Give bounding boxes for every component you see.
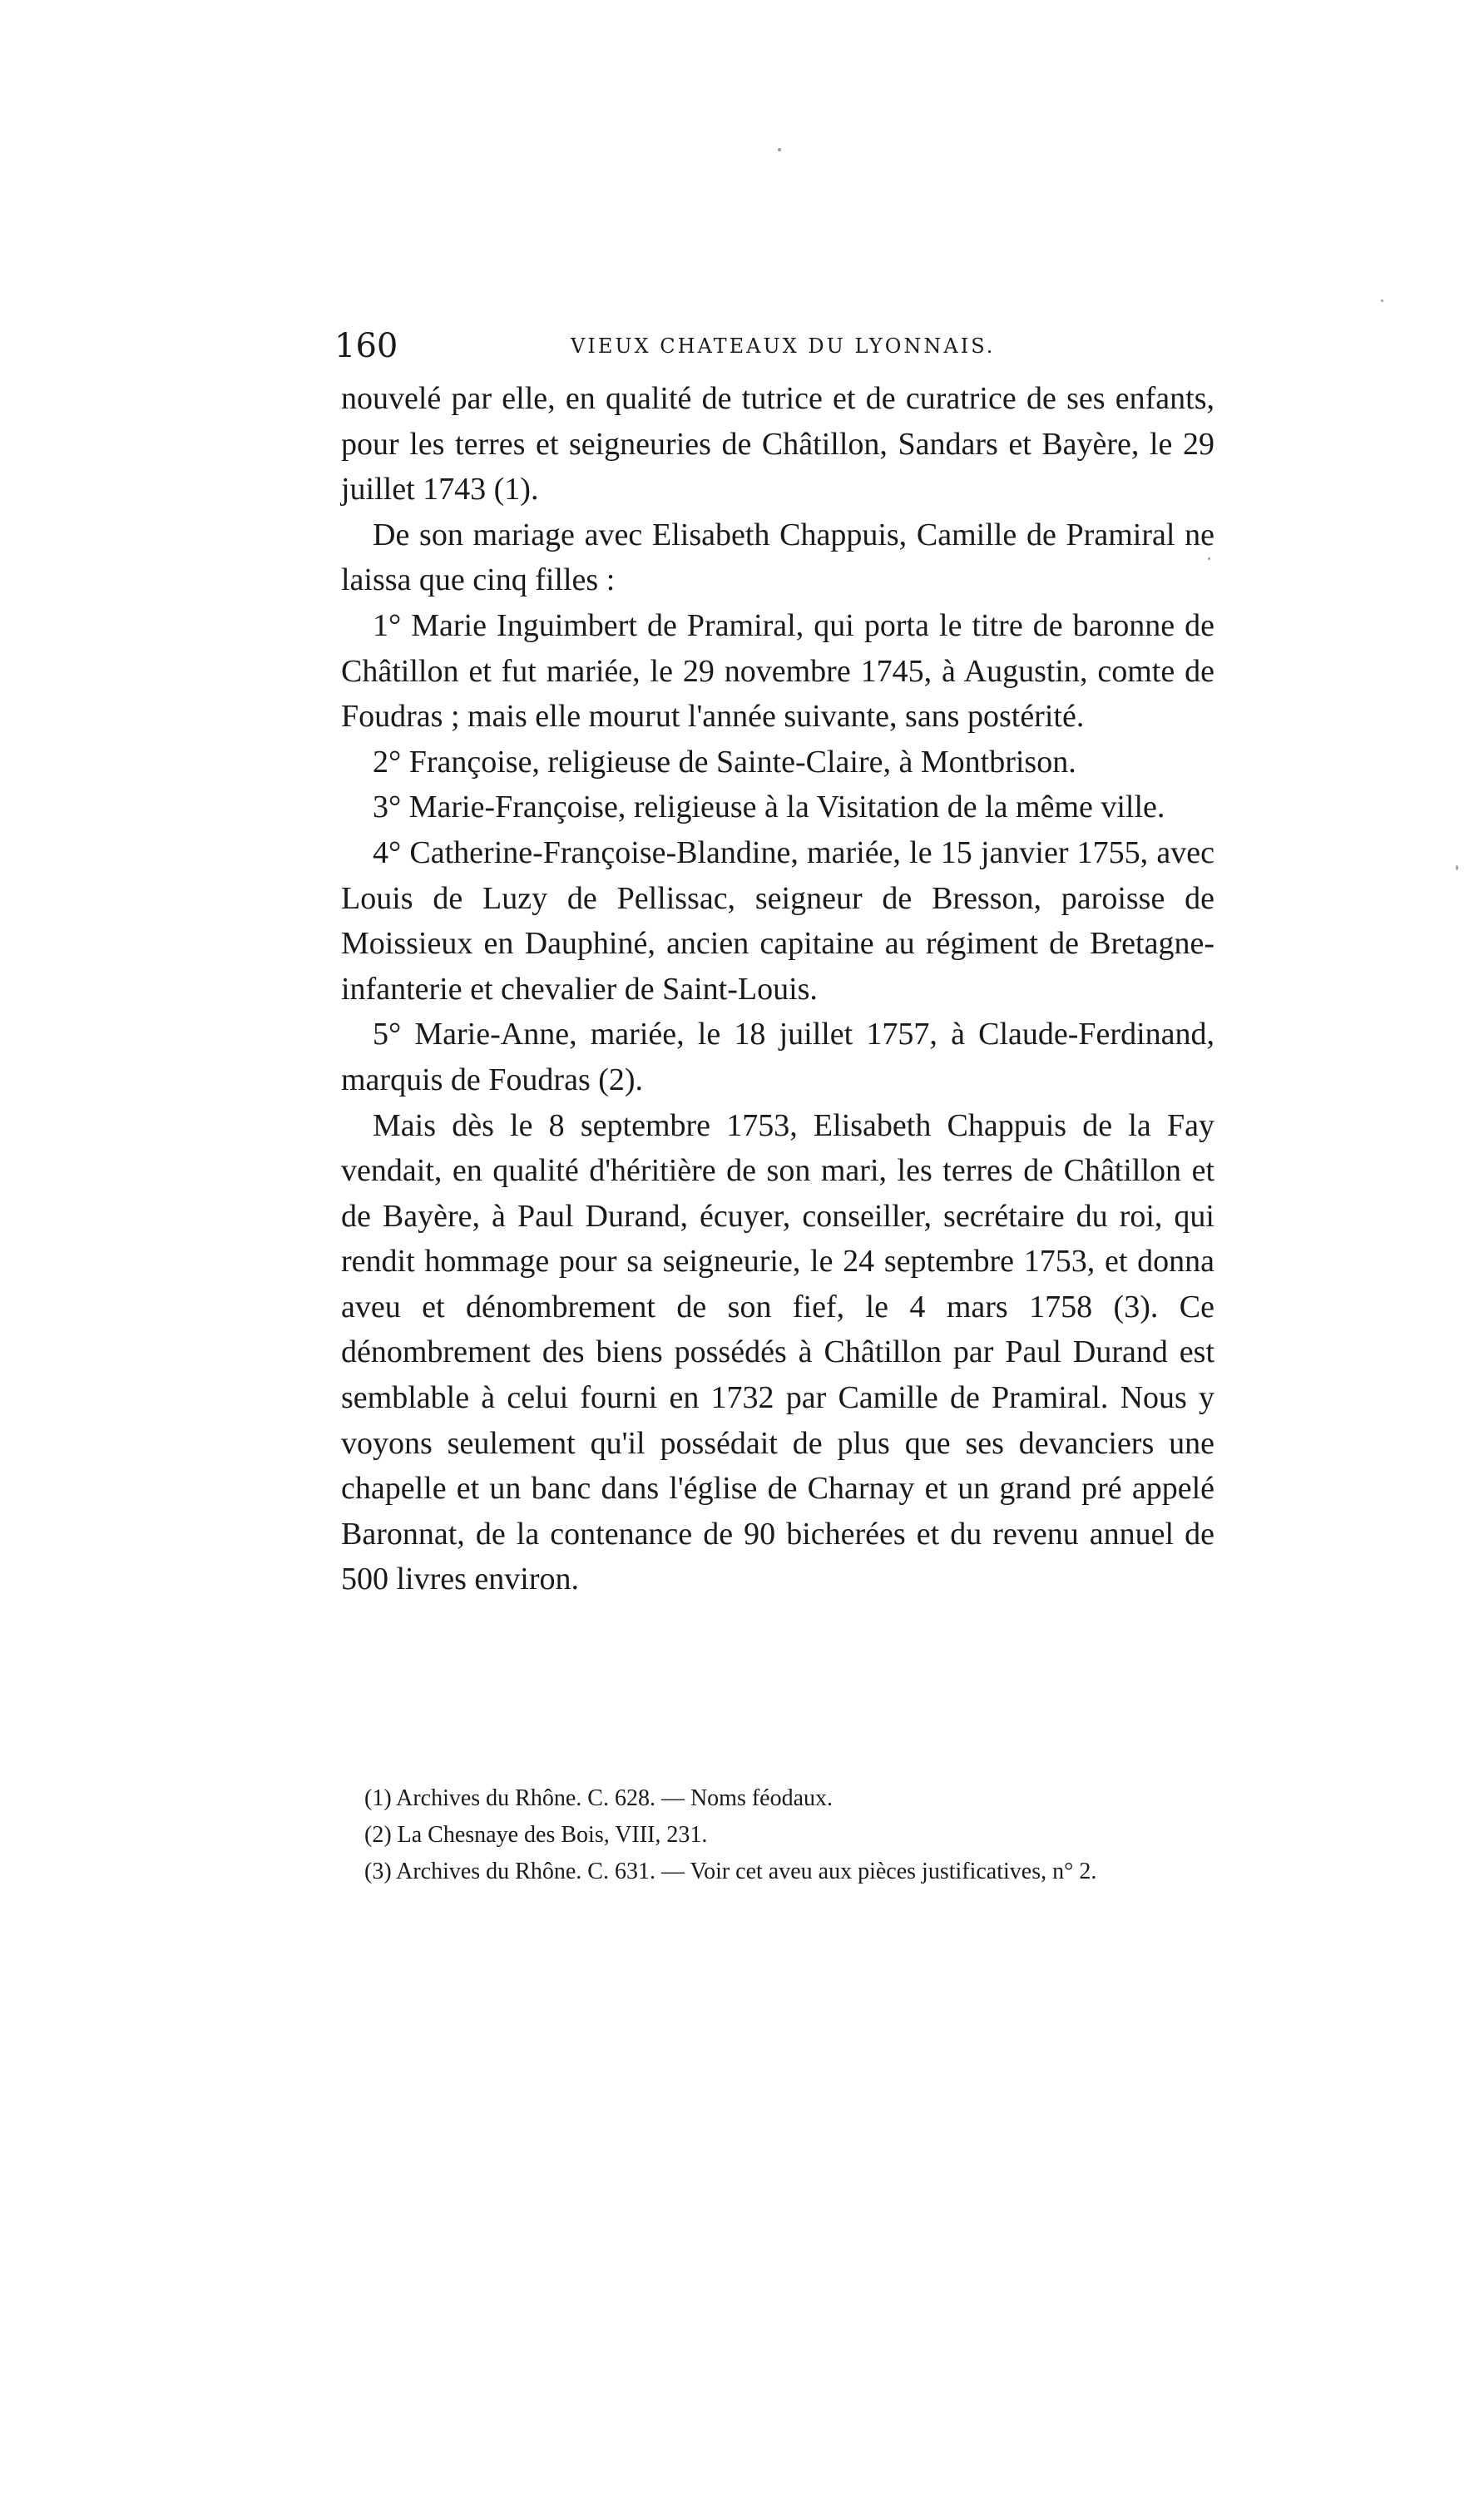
paragraph-sale: Mais dès le 8 septembre 1753, Elisabeth Chappuis de la Fay vendait, en qualité d'héritière de son mari, les terres de Châtillon et de Bayère, à Paul Durand, écuyer, conseiller, secrétaire du roi, qui rendit hommage pour sa seigneurie, le 24 septembre 1753, et donna aveu et dénombrement de son fief, le 4 mars 1758 (3). Ce dénombrement des biens possédés à Châtillon par Paul Durand est semblable à celui fourni en 1732 par Camille de Pramiral. Nous y voyons seulement qu'il possédait de plus que ses devanciers une chapelle et un banc dans l'église de Charnay et un grand pré appelé Baronnat, de la contenance de 90 bicherées et du revenu annuel de 500 livres environ. [341, 1107, 1214, 1597]
running-title: VIEUX CHATEAUX DU LYONNAIS. [571, 334, 996, 358]
paragraph-daughter-1: 1° Marie Inguimbert de Pramiral, qui porta le titre de baronne de Châtillon et fut mariée, le 29 novembre 1745, à Augustin, comte de Foudras ; mais elle mourut l'année suivante, sans postérité. [341, 607, 1214, 735]
page-number: 160 [334, 327, 398, 365]
footnotes [341, 1780, 1214, 1890]
paragraph-daughter-4: 4° Catherine-Françoise-Blandine, mariée, le 15 janvier 1755, avec Louis de Luzy de Pellissac, seigneur de Bresson, paroisse de Moissieux en Dauphiné, ancien capitaine au régiment de Bretagne-infanterie et chevalier de Saint-Louis. [341, 834, 1214, 1007]
scan-speck [1456, 865, 1458, 870]
scan-speck [778, 148, 781, 151]
page-header [334, 324, 1216, 368]
scan-speck [1381, 300, 1383, 302]
scan-speck [1208, 557, 1210, 560]
body-text [341, 376, 1214, 1602]
paragraph-daughter-3: 3° Marie-Françoise, religieuse à la Visitation de la même ville. [373, 790, 1165, 825]
paragraph-daughter-5: 5° Marie-Anne, mariée, le 18 juillet 1757, à Claude-Ferdinand, marquis de Foudras (2). [341, 1017, 1214, 1097]
paragraph-continuation: nouvelé par elle, en qualité de tutrice et de curatrice de ses enfants, pour les terres et seigneuries de Châtillon, Sandars et Bayère, le 29 juillet 1743 (1). [341, 381, 1214, 507]
paragraph-daughter-2: 2° Françoise, religieuse de Sainte-Claire, à Montbrison. [373, 744, 1076, 780]
footnote-2: (2) La Chesnaye des Bois, VIII, 231. [364, 1822, 708, 1848]
paragraph-marriage: De son mariage avec Elisabeth Chappuis, Camille de Pramiral ne laissa que cinq filles : [341, 517, 1214, 598]
footnote-3: (3) Archives du Rhône. C. 631. — Voir cet aveu aux pièces justificatives, n° 2. [364, 1859, 1097, 1884]
footnote-1: (1) Archives du Rhône. C. 628. — Noms féodaux. [364, 1785, 834, 1811]
